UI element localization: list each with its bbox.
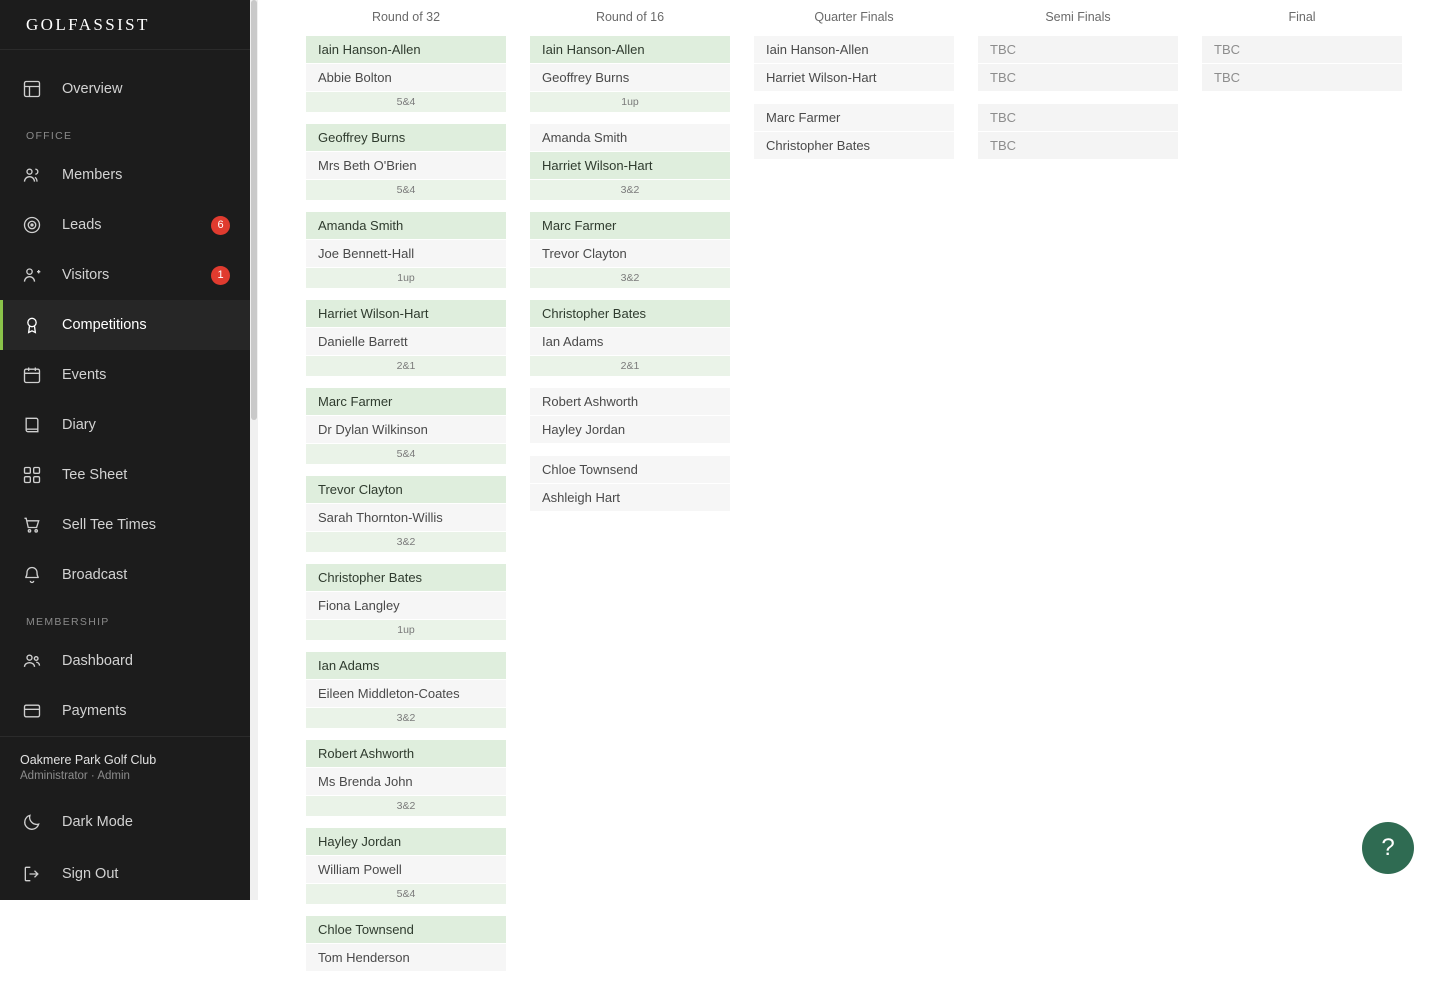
- bracket-player[interactable]: TBC: [978, 132, 1178, 160]
- medal-icon: [22, 314, 48, 336]
- bracket-match[interactable]: [306, 212, 506, 288]
- sidebar-item-leads[interactable]: [0, 200, 250, 250]
- bracket-player[interactable]: TBC: [978, 64, 1178, 92]
- sign-out-label: Sign Out: [62, 866, 119, 882]
- bracket-player[interactable]: Hayley Jordan: [530, 416, 730, 444]
- bracket-player[interactable]: Chloe Townsend: [530, 456, 730, 484]
- sidebar-item-label: Overview: [62, 81, 123, 97]
- bracket-player[interactable]: Harriet Wilson-Hart: [754, 64, 954, 92]
- bracket-player[interactable]: Christopher Bates: [530, 300, 730, 328]
- bracket-match[interactable]: [530, 388, 730, 444]
- bracket-round: [306, 4, 506, 984]
- sidebar-item-visitors[interactable]: [0, 250, 250, 300]
- grid-icon: [22, 464, 48, 486]
- bracket-player[interactable]: Marc Farmer: [306, 388, 506, 416]
- sidebar-item-events[interactable]: [0, 350, 250, 400]
- sidebar-nav: [0, 50, 250, 736]
- bracket-player[interactable]: Sarah Thornton-Willis: [306, 504, 506, 532]
- bracket-player[interactable]: Ian Adams: [306, 652, 506, 680]
- sidebar-item-label: Payments: [62, 703, 127, 719]
- bracket-match[interactable]: [530, 212, 730, 288]
- bracket-match[interactable]: [530, 300, 730, 376]
- sidebar-item-label: Visitors: [62, 267, 110, 283]
- bracket-player[interactable]: Iain Hanson-Allen: [754, 36, 954, 64]
- round-title: Quarter Finals: [814, 10, 894, 24]
- bracket-player[interactable]: TBC: [1202, 36, 1402, 64]
- sidebar-item-label: Leads: [62, 217, 102, 233]
- bracket-player[interactable]: Fiona Langley: [306, 592, 506, 620]
- bracket-match[interactable]: [978, 104, 1178, 160]
- match-score: 5&4: [306, 180, 506, 200]
- card-icon: [22, 700, 48, 722]
- target-icon: [22, 214, 48, 236]
- sidebar-item-payments[interactable]: [0, 686, 250, 736]
- match-score: 2&1: [306, 356, 506, 376]
- bracket-match[interactable]: [530, 124, 730, 200]
- bracket-match[interactable]: [530, 36, 730, 112]
- members-icon: [22, 164, 48, 186]
- sidebar-item-label: Broadcast: [62, 567, 128, 583]
- bracket-player[interactable]: Harriet Wilson-Hart: [306, 300, 506, 328]
- bracket-player[interactable]: Abbie Bolton: [306, 64, 506, 92]
- match-score: 1up: [530, 92, 730, 112]
- bracket-match[interactable]: [306, 476, 506, 552]
- signout-icon: [22, 864, 48, 884]
- bracket-player[interactable]: Eileen Middleton-Coates: [306, 680, 506, 708]
- bracket-player[interactable]: Dr Dylan Wilkinson: [306, 416, 506, 444]
- account-info[interactable]: [0, 751, 250, 796]
- match-score: 3&2: [530, 180, 730, 200]
- bracket-match[interactable]: [1202, 36, 1402, 92]
- bracket-player[interactable]: Christopher Bates: [754, 132, 954, 160]
- question-icon: ?: [1381, 834, 1395, 861]
- round-title: Round of 32: [371, 10, 441, 24]
- match-score: 1up: [306, 268, 506, 288]
- sidebar-item-competitions[interactable]: [0, 300, 250, 350]
- bracket-round: [530, 4, 730, 984]
- bracket-player[interactable]: Hayley Jordan: [306, 828, 506, 856]
- sidebar-item-tee-sheet[interactable]: [0, 450, 250, 500]
- sidebar-item-label: Sell Tee Times: [62, 517, 157, 533]
- match-score: 3&2: [306, 796, 506, 816]
- bracket-player[interactable]: Tom Henderson: [306, 944, 506, 972]
- book-icon: [22, 414, 48, 436]
- bracket-match[interactable]: [306, 388, 506, 464]
- bracket-player[interactable]: Amanda Smith: [306, 212, 506, 240]
- bracket-match[interactable]: [306, 652, 506, 728]
- bracket-match[interactable]: [978, 36, 1178, 92]
- brand-name: GOLFASSIST: [26, 14, 150, 34]
- sidebar-item-overview[interactable]: [0, 64, 250, 114]
- bracket-player[interactable]: William Powell: [306, 856, 506, 884]
- sidebar-item-label: Competitions: [62, 317, 147, 333]
- round-title: Round of 16: [595, 10, 665, 24]
- bracket-player[interactable]: Robert Ashworth: [530, 388, 730, 416]
- tournament-bracket: [250, 0, 1402, 984]
- bracket-player[interactable]: Christopher Bates: [306, 564, 506, 592]
- sidebar-item-sell-tee-times[interactable]: [0, 500, 250, 550]
- bracket-player[interactable]: Danielle Barrett: [306, 328, 506, 356]
- sidebar-item-label: Dashboard: [62, 653, 133, 669]
- bracket-player[interactable]: Amanda Smith: [530, 124, 730, 152]
- bracket-player[interactable]: Chloe Townsend: [306, 916, 506, 944]
- sidebar-item-diary[interactable]: [0, 400, 250, 450]
- sidebar-item-broadcast[interactable]: [0, 550, 250, 600]
- bracket-player[interactable]: Iain Hanson-Allen: [306, 36, 506, 64]
- round-title: Semi Finals: [1045, 10, 1111, 24]
- help-button[interactable]: [1362, 822, 1414, 874]
- bracket-round: [754, 4, 954, 984]
- dark-mode-label: Dark Mode: [62, 814, 133, 830]
- match-score: 3&2: [306, 532, 506, 552]
- account-club: Oakmere Park Golf Club: [20, 753, 157, 767]
- sidebar-item-dashboard[interactable]: [0, 636, 250, 686]
- bracket-match[interactable]: [306, 300, 506, 376]
- calendar-icon: [22, 364, 48, 386]
- match-score: 1up: [306, 620, 506, 640]
- bracket-player[interactable]: Joe Bennett-Hall: [306, 240, 506, 268]
- dark-mode-toggle[interactable]: [0, 796, 250, 848]
- bracket-player[interactable]: Ashleigh Hart: [530, 484, 730, 512]
- match-score: 5&4: [306, 92, 506, 112]
- match-score: 5&4: [306, 884, 506, 904]
- bracket-player[interactable]: Trevor Clayton: [306, 476, 506, 504]
- sidebar: [0, 0, 250, 900]
- sidebar-item-members[interactable]: [0, 150, 250, 200]
- bracket-player[interactable]: TBC: [1202, 64, 1402, 92]
- bracket-match[interactable]: [306, 740, 506, 816]
- visitor-add-icon: [22, 264, 48, 286]
- sidebar-item-label: Events: [62, 367, 107, 383]
- match-score: 3&2: [306, 708, 506, 728]
- sidebar-item-label: Members: [62, 167, 123, 183]
- match-score: 3&2: [530, 268, 730, 288]
- bracket-player[interactable]: Ian Adams: [530, 328, 730, 356]
- bracket-player[interactable]: Iain Hanson-Allen: [530, 36, 730, 64]
- bracket-match[interactable]: [754, 104, 954, 160]
- bracket-player[interactable]: Geoffrey Burns: [530, 64, 730, 92]
- layout-icon: [22, 78, 48, 100]
- bracket-player[interactable]: Geoffrey Burns: [306, 124, 506, 152]
- sidebar-item-label: Tee Sheet: [62, 467, 128, 483]
- bracket-match[interactable]: [530, 456, 730, 512]
- bracket-player[interactable]: Harriet Wilson-Hart: [530, 152, 730, 180]
- sidebar-item-label: Diary: [62, 417, 96, 433]
- bracket-player[interactable]: Trevor Clayton: [530, 240, 730, 268]
- bracket-player[interactable]: Marc Farmer: [754, 104, 954, 132]
- bracket-match[interactable]: [306, 36, 506, 112]
- match-score: 2&1: [530, 356, 730, 376]
- bracket-round: [978, 4, 1178, 984]
- sign-out-button[interactable]: [0, 848, 250, 900]
- bracket-player[interactable]: TBC: [978, 104, 1178, 132]
- bracket-player[interactable]: TBC: [978, 36, 1178, 64]
- moon-icon: [22, 812, 48, 832]
- bracket-match[interactable]: [306, 124, 506, 200]
- bracket-match[interactable]: [306, 828, 506, 904]
- sidebar-section-office: OFFICE: [26, 130, 73, 142]
- match-score: 5&4: [306, 444, 506, 464]
- bracket-player[interactable]: Ms Brenda John: [306, 768, 506, 796]
- brand-logo[interactable]: [0, 0, 250, 50]
- bracket-match[interactable]: [306, 564, 506, 640]
- bell-icon: [22, 564, 48, 586]
- bracket-player[interactable]: Mrs Beth O'Brien: [306, 152, 506, 180]
- cart-icon: [22, 514, 48, 536]
- bracket-player[interactable]: Robert Ashworth: [306, 740, 506, 768]
- sidebar-section-membership: MEMBERSHIP: [26, 616, 110, 628]
- bracket-match[interactable]: [754, 36, 954, 92]
- round-title: Final: [1288, 10, 1316, 24]
- account-role: Administrator · Admin: [20, 770, 130, 782]
- badge-visitors: 1: [211, 266, 230, 285]
- bracket-match[interactable]: [306, 916, 506, 972]
- sidebar-footer: [0, 736, 250, 900]
- bracket-player[interactable]: Marc Farmer: [530, 212, 730, 240]
- main-content: [250, 0, 1440, 965]
- badge-leads: 6: [211, 216, 230, 235]
- people-icon: [22, 650, 48, 672]
